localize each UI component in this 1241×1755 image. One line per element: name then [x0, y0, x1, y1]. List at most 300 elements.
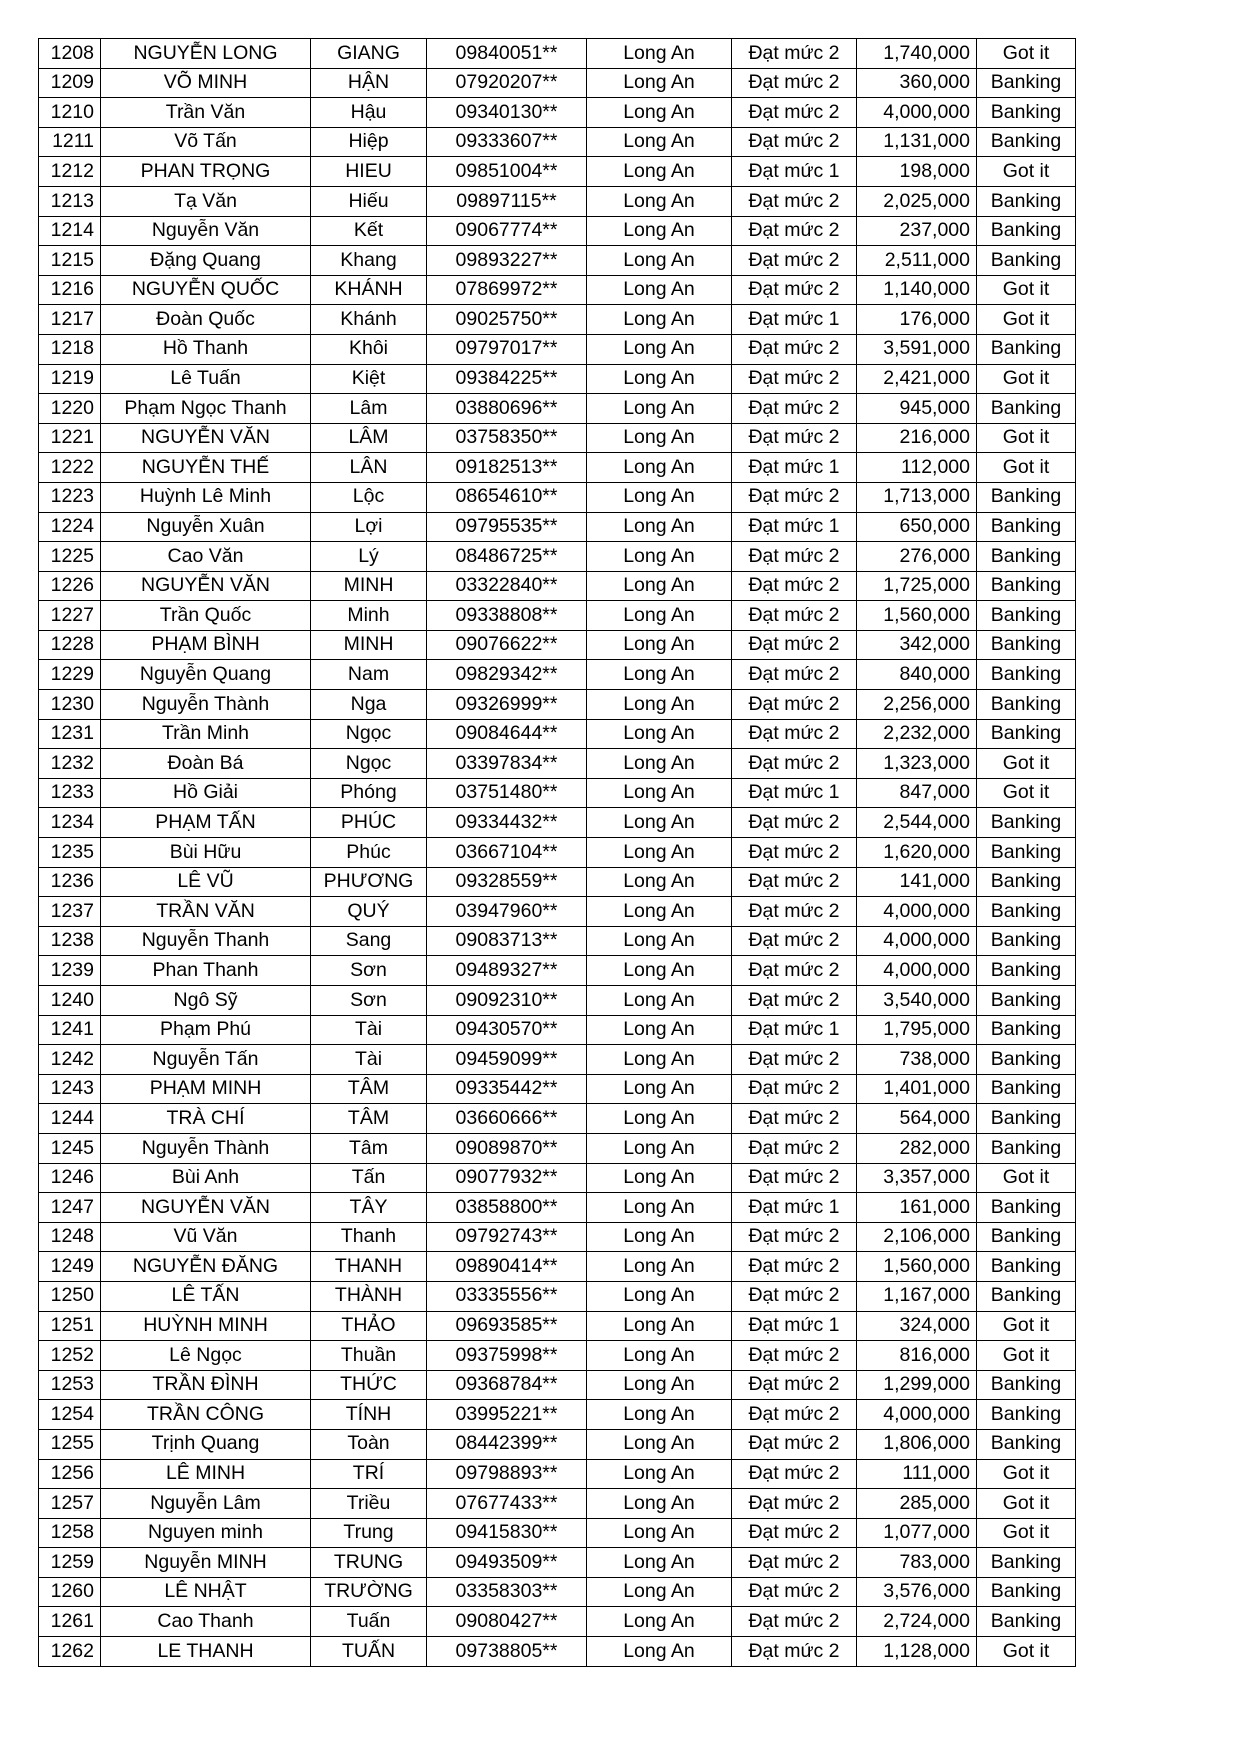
- amount-cell: 3,540,000: [857, 986, 977, 1016]
- table-row: [39, 956, 1076, 986]
- given-name-cell: PHƯƠNG: [311, 867, 427, 897]
- phone-cell: 09415830**: [427, 1518, 587, 1548]
- phone-cell: 09338808**: [427, 601, 587, 631]
- payment-method-cell: Banking: [977, 1074, 1076, 1104]
- level-cell: Đạt mức 2: [732, 1341, 857, 1371]
- level-cell: Đạt mức 2: [732, 1281, 857, 1311]
- table-row: [39, 1548, 1076, 1578]
- amount-cell: 198,000: [857, 157, 977, 187]
- phone-cell: 03335556**: [427, 1281, 587, 1311]
- province-cell: Long An: [587, 1459, 732, 1489]
- given-name-cell: Phúc: [311, 838, 427, 868]
- payment-method-cell: Banking: [977, 1015, 1076, 1045]
- row-number-cell: 1226: [39, 571, 101, 601]
- province-cell: Long An: [587, 1341, 732, 1371]
- table-row: [39, 867, 1076, 897]
- level-cell: Đạt mức 1: [732, 453, 857, 483]
- table-row: [39, 749, 1076, 779]
- amount-cell: 2,025,000: [857, 186, 977, 216]
- phone-cell: 09829342**: [427, 660, 587, 690]
- payment-method-cell: Banking: [977, 838, 1076, 868]
- phone-cell: 09430570**: [427, 1015, 587, 1045]
- family-name-cell: TRÀ CHÍ: [101, 1104, 311, 1134]
- row-number-cell: 1222: [39, 453, 101, 483]
- table-row: [39, 334, 1076, 364]
- level-cell: Đạt mức 2: [732, 1518, 857, 1548]
- province-cell: Long An: [587, 867, 732, 897]
- phone-cell: 09089870**: [427, 1133, 587, 1163]
- phone-cell: 09851004**: [427, 157, 587, 187]
- amount-cell: 4,000,000: [857, 956, 977, 986]
- row-number-cell: 1214: [39, 216, 101, 246]
- payment-method-cell: Got it: [977, 364, 1076, 394]
- row-number-cell: 1220: [39, 394, 101, 424]
- phone-cell: 09738805**: [427, 1637, 587, 1667]
- row-number-cell: 1213: [39, 186, 101, 216]
- family-name-cell: Nguyễn Văn: [101, 216, 311, 246]
- given-name-cell: THẢO: [311, 1311, 427, 1341]
- given-name-cell: TÍNH: [311, 1400, 427, 1430]
- amount-cell: 4,000,000: [857, 926, 977, 956]
- level-cell: Đạt mức 2: [732, 1637, 857, 1667]
- amount-cell: 1,323,000: [857, 749, 977, 779]
- given-name-cell: MINH: [311, 630, 427, 660]
- family-name-cell: Nguyễn Xuân: [101, 512, 311, 542]
- payment-method-cell: Got it: [977, 1518, 1076, 1548]
- family-name-cell: Nguyễn Thành: [101, 690, 311, 720]
- province-cell: Long An: [587, 690, 732, 720]
- given-name-cell: MINH: [311, 571, 427, 601]
- level-cell: Đạt mức 2: [732, 1459, 857, 1489]
- row-number-cell: 1231: [39, 719, 101, 749]
- phone-cell: 09489327**: [427, 956, 587, 986]
- amount-cell: 840,000: [857, 660, 977, 690]
- family-name-cell: PHAN TRỌNG: [101, 157, 311, 187]
- amount-cell: 1,713,000: [857, 482, 977, 512]
- amount-cell: 3,591,000: [857, 334, 977, 364]
- payment-method-cell: Got it: [977, 778, 1076, 808]
- payment-method-cell: Banking: [977, 690, 1076, 720]
- phone-cell: 09340130**: [427, 98, 587, 128]
- payment-method-cell: Got it: [977, 1311, 1076, 1341]
- province-cell: Long An: [587, 1163, 732, 1193]
- phone-cell: 09840051**: [427, 39, 587, 69]
- level-cell: Đạt mức 1: [732, 305, 857, 335]
- phone-cell: 09182513**: [427, 453, 587, 483]
- table-row: [39, 1400, 1076, 1430]
- amount-cell: 161,000: [857, 1193, 977, 1223]
- row-number-cell: 1239: [39, 956, 101, 986]
- table-row: [39, 1015, 1076, 1045]
- phone-cell: 09328559**: [427, 867, 587, 897]
- table-row: [39, 482, 1076, 512]
- payment-method-cell: Banking: [977, 334, 1076, 364]
- level-cell: Đạt mức 2: [732, 630, 857, 660]
- family-name-cell: Nguyễn Tấn: [101, 1045, 311, 1075]
- family-name-cell: Hồ Thanh: [101, 334, 311, 364]
- payment-method-cell: Got it: [977, 453, 1076, 483]
- payment-method-cell: Banking: [977, 926, 1076, 956]
- level-cell: Đạt mức 2: [732, 601, 857, 631]
- family-name-cell: Lê Ngọc: [101, 1341, 311, 1371]
- table-row: [39, 838, 1076, 868]
- province-cell: Long An: [587, 1074, 732, 1104]
- family-name-cell: LÊ TẤN: [101, 1281, 311, 1311]
- row-number-cell: 1212: [39, 157, 101, 187]
- row-number-cell: 1246: [39, 1163, 101, 1193]
- family-name-cell: Phạm Ngọc Thanh: [101, 394, 311, 424]
- given-name-cell: Nam: [311, 660, 427, 690]
- given-name-cell: Ngọc: [311, 749, 427, 779]
- province-cell: Long An: [587, 1222, 732, 1252]
- phone-cell: 09384225**: [427, 364, 587, 394]
- payment-method-cell: Banking: [977, 1045, 1076, 1075]
- phone-cell: 09077932**: [427, 1163, 587, 1193]
- province-cell: Long An: [587, 808, 732, 838]
- level-cell: Đạt mức 1: [732, 157, 857, 187]
- given-name-cell: Lâm: [311, 394, 427, 424]
- table-row: [39, 423, 1076, 453]
- payment-method-cell: Banking: [977, 482, 1076, 512]
- payment-method-cell: Got it: [977, 423, 1076, 453]
- province-cell: Long An: [587, 246, 732, 276]
- family-name-cell: Cao Văn: [101, 542, 311, 572]
- payment-method-cell: Banking: [977, 1281, 1076, 1311]
- row-number-cell: 1241: [39, 1015, 101, 1045]
- given-name-cell: Tài: [311, 1045, 427, 1075]
- table-row: [39, 1045, 1076, 1075]
- given-name-cell: Tuấn: [311, 1607, 427, 1637]
- given-name-cell: TÂY: [311, 1193, 427, 1223]
- table-row: [39, 1518, 1076, 1548]
- phone-cell: 09067774**: [427, 216, 587, 246]
- amount-cell: 285,000: [857, 1489, 977, 1519]
- amount-cell: 282,000: [857, 1133, 977, 1163]
- family-name-cell: LÊ MINH: [101, 1459, 311, 1489]
- family-name-cell: Vũ Văn: [101, 1222, 311, 1252]
- table-row: [39, 246, 1076, 276]
- row-number-cell: 1259: [39, 1548, 101, 1578]
- amount-cell: 176,000: [857, 305, 977, 335]
- phone-cell: 09333607**: [427, 127, 587, 157]
- phone-cell: 09083713**: [427, 926, 587, 956]
- level-cell: Đạt mức 2: [732, 926, 857, 956]
- level-cell: Đạt mức 2: [732, 1252, 857, 1282]
- province-cell: Long An: [587, 1429, 732, 1459]
- level-cell: Đạt mức 2: [732, 1489, 857, 1519]
- given-name-cell: Nga: [311, 690, 427, 720]
- given-name-cell: Tấn: [311, 1163, 427, 1193]
- amount-cell: 141,000: [857, 867, 977, 897]
- payment-method-cell: Banking: [977, 542, 1076, 572]
- payment-method-cell: Banking: [977, 127, 1076, 157]
- amount-cell: 360,000: [857, 68, 977, 98]
- family-name-cell: Bùi Hữu: [101, 838, 311, 868]
- province-cell: Long An: [587, 601, 732, 631]
- phone-cell: 09335442**: [427, 1074, 587, 1104]
- row-number-cell: 1223: [39, 482, 101, 512]
- payment-method-cell: Banking: [977, 1370, 1076, 1400]
- family-name-cell: LÊ VŨ: [101, 867, 311, 897]
- level-cell: Đạt mức 2: [732, 364, 857, 394]
- table-row: [39, 778, 1076, 808]
- payment-method-cell: Banking: [977, 956, 1076, 986]
- given-name-cell: TUẤN: [311, 1637, 427, 1667]
- given-name-cell: Khôi: [311, 334, 427, 364]
- payment-method-cell: Got it: [977, 305, 1076, 335]
- level-cell: Đạt mức 2: [732, 660, 857, 690]
- row-number-cell: 1225: [39, 542, 101, 572]
- province-cell: Long An: [587, 127, 732, 157]
- amount-cell: 1,806,000: [857, 1429, 977, 1459]
- amount-cell: 3,357,000: [857, 1163, 977, 1193]
- province-cell: Long An: [587, 1015, 732, 1045]
- payment-method-cell: Banking: [977, 1577, 1076, 1607]
- family-name-cell: Trần Minh: [101, 719, 311, 749]
- family-name-cell: VÕ MINH: [101, 68, 311, 98]
- level-cell: Đạt mức 2: [732, 275, 857, 305]
- given-name-cell: Trung: [311, 1518, 427, 1548]
- family-name-cell: NGUYỄN THẾ: [101, 453, 311, 483]
- province-cell: Long An: [587, 1607, 732, 1637]
- phone-cell: 08486725**: [427, 542, 587, 572]
- amount-cell: 1,401,000: [857, 1074, 977, 1104]
- amount-cell: 564,000: [857, 1104, 977, 1134]
- given-name-cell: QUÝ: [311, 897, 427, 927]
- amount-cell: 1,560,000: [857, 601, 977, 631]
- amount-cell: 342,000: [857, 630, 977, 660]
- row-number-cell: 1254: [39, 1400, 101, 1430]
- table-row: [39, 1281, 1076, 1311]
- amount-cell: 4,000,000: [857, 897, 977, 927]
- row-number-cell: 1227: [39, 601, 101, 631]
- amount-cell: 1,140,000: [857, 275, 977, 305]
- payment-method-cell: Banking: [977, 660, 1076, 690]
- row-number-cell: 1257: [39, 1489, 101, 1519]
- amount-cell: 1,740,000: [857, 39, 977, 69]
- phone-cell: 03322840**: [427, 571, 587, 601]
- phone-cell: 03397834**: [427, 749, 587, 779]
- row-number-cell: 1247: [39, 1193, 101, 1223]
- family-name-cell: Trần Quốc: [101, 601, 311, 631]
- given-name-cell: Kiệt: [311, 364, 427, 394]
- family-name-cell: Nguyễn Quang: [101, 660, 311, 690]
- payment-method-cell: Banking: [977, 986, 1076, 1016]
- amount-cell: 237,000: [857, 216, 977, 246]
- row-number-cell: 1250: [39, 1281, 101, 1311]
- given-name-cell: Sơn: [311, 956, 427, 986]
- row-number-cell: 1258: [39, 1518, 101, 1548]
- province-cell: Long An: [587, 68, 732, 98]
- amount-cell: 1,299,000: [857, 1370, 977, 1400]
- province-cell: Long An: [587, 1133, 732, 1163]
- given-name-cell: Lý: [311, 542, 427, 572]
- level-cell: Đạt mức 2: [732, 719, 857, 749]
- payment-method-cell: Banking: [977, 1133, 1076, 1163]
- level-cell: Đạt mức 2: [732, 956, 857, 986]
- amount-cell: 1,560,000: [857, 1252, 977, 1282]
- phone-cell: 09326999**: [427, 690, 587, 720]
- payment-method-cell: Banking: [977, 1607, 1076, 1637]
- table-row: [39, 601, 1076, 631]
- phone-cell: 09795535**: [427, 512, 587, 542]
- amount-cell: 1,128,000: [857, 1637, 977, 1667]
- level-cell: Đạt mức 2: [732, 1548, 857, 1578]
- phone-cell: 09798893**: [427, 1459, 587, 1489]
- family-name-cell: TRẦN ĐÌNH: [101, 1370, 311, 1400]
- level-cell: Đạt mức 2: [732, 39, 857, 69]
- table-row: [39, 39, 1076, 69]
- phone-cell: 09493509**: [427, 1548, 587, 1578]
- province-cell: Long An: [587, 1370, 732, 1400]
- phone-cell: 03995221**: [427, 1400, 587, 1430]
- family-name-cell: Nguyễn Lâm: [101, 1489, 311, 1519]
- table-row: [39, 897, 1076, 927]
- row-number-cell: 1215: [39, 246, 101, 276]
- province-cell: Long An: [587, 1281, 732, 1311]
- given-name-cell: Ngọc: [311, 719, 427, 749]
- level-cell: Đạt mức 2: [732, 1133, 857, 1163]
- payment-method-cell: Got it: [977, 1637, 1076, 1667]
- level-cell: Đạt mức 2: [732, 1222, 857, 1252]
- phone-cell: 09693585**: [427, 1311, 587, 1341]
- row-number-cell: 1233: [39, 778, 101, 808]
- amount-cell: 111,000: [857, 1459, 977, 1489]
- given-name-cell: Lợi: [311, 512, 427, 542]
- province-cell: Long An: [587, 394, 732, 424]
- family-name-cell: PHẠM TẤN: [101, 808, 311, 838]
- phone-cell: 07869972**: [427, 275, 587, 305]
- province-cell: Long An: [587, 1577, 732, 1607]
- amount-cell: 4,000,000: [857, 1400, 977, 1430]
- level-cell: Đạt mức 2: [732, 1045, 857, 1075]
- table-row: [39, 1370, 1076, 1400]
- province-cell: Long An: [587, 1400, 732, 1430]
- phone-cell: 03947960**: [427, 897, 587, 927]
- given-name-cell: Thuần: [311, 1341, 427, 1371]
- row-number-cell: 1237: [39, 897, 101, 927]
- payment-method-cell: Banking: [977, 512, 1076, 542]
- family-name-cell: NGUYỄN VĂN: [101, 423, 311, 453]
- phone-cell: 09092310**: [427, 986, 587, 1016]
- family-name-cell: Lê Tuấn: [101, 364, 311, 394]
- table-row: [39, 1459, 1076, 1489]
- row-number-cell: 1219: [39, 364, 101, 394]
- amount-cell: 2,232,000: [857, 719, 977, 749]
- province-cell: Long An: [587, 956, 732, 986]
- phone-cell: 03660666**: [427, 1104, 587, 1134]
- row-number-cell: 1236: [39, 867, 101, 897]
- level-cell: Đạt mức 2: [732, 571, 857, 601]
- given-name-cell: THANH: [311, 1252, 427, 1282]
- phone-cell: 03358303**: [427, 1577, 587, 1607]
- payment-method-cell: Banking: [977, 1104, 1076, 1134]
- level-cell: Đạt mức 2: [732, 897, 857, 927]
- province-cell: Long An: [587, 1104, 732, 1134]
- given-name-cell: HẬN: [311, 68, 427, 98]
- family-name-cell: Nguyen minh: [101, 1518, 311, 1548]
- given-name-cell: Sơn: [311, 986, 427, 1016]
- amount-cell: 2,724,000: [857, 1607, 977, 1637]
- phone-cell: 07677433**: [427, 1489, 587, 1519]
- family-name-cell: LE THANH: [101, 1637, 311, 1667]
- table-row: [39, 453, 1076, 483]
- province-cell: Long An: [587, 482, 732, 512]
- level-cell: Đạt mức 2: [732, 127, 857, 157]
- level-cell: Đạt mức 2: [732, 186, 857, 216]
- given-name-cell: KHÁNH: [311, 275, 427, 305]
- amount-cell: 3,576,000: [857, 1577, 977, 1607]
- given-name-cell: Tâm: [311, 1133, 427, 1163]
- family-name-cell: Đoàn Quốc: [101, 305, 311, 335]
- family-name-cell: Hồ Giải: [101, 778, 311, 808]
- phone-cell: 09897115**: [427, 186, 587, 216]
- table-row: [39, 808, 1076, 838]
- row-number-cell: 1224: [39, 512, 101, 542]
- row-number-cell: 1249: [39, 1252, 101, 1282]
- province-cell: Long An: [587, 571, 732, 601]
- amount-cell: 1,795,000: [857, 1015, 977, 1045]
- table-row: [39, 690, 1076, 720]
- family-name-cell: Võ Tấn: [101, 127, 311, 157]
- phone-cell: 09797017**: [427, 334, 587, 364]
- table-row: [39, 186, 1076, 216]
- row-number-cell: 1209: [39, 68, 101, 98]
- row-number-cell: 1216: [39, 275, 101, 305]
- phone-cell: 09792743**: [427, 1222, 587, 1252]
- given-name-cell: Hiệp: [311, 127, 427, 157]
- table-row: [39, 660, 1076, 690]
- row-number-cell: 1251: [39, 1311, 101, 1341]
- level-cell: Đạt mức 1: [732, 778, 857, 808]
- row-number-cell: 1260: [39, 1577, 101, 1607]
- payment-method-cell: Banking: [977, 1193, 1076, 1223]
- family-name-cell: Nguyễn MINH: [101, 1548, 311, 1578]
- given-name-cell: Tài: [311, 1015, 427, 1045]
- table-row: [39, 1193, 1076, 1223]
- province-cell: Long An: [587, 838, 732, 868]
- given-name-cell: Hiếu: [311, 186, 427, 216]
- given-name-cell: LÂN: [311, 453, 427, 483]
- amount-cell: 1,077,000: [857, 1518, 977, 1548]
- amount-cell: 847,000: [857, 778, 977, 808]
- table-row: [39, 1341, 1076, 1371]
- amount-cell: 324,000: [857, 1311, 977, 1341]
- table-row: [39, 1104, 1076, 1134]
- family-name-cell: Bùi Anh: [101, 1163, 311, 1193]
- given-name-cell: PHÚC: [311, 808, 427, 838]
- amount-cell: 650,000: [857, 512, 977, 542]
- phone-cell: 09368784**: [427, 1370, 587, 1400]
- family-name-cell: HUỲNH MINH: [101, 1311, 311, 1341]
- level-cell: Đạt mức 1: [732, 1193, 857, 1223]
- table-row: [39, 216, 1076, 246]
- province-cell: Long An: [587, 719, 732, 749]
- row-number-cell: 1228: [39, 630, 101, 660]
- given-name-cell: Hậu: [311, 98, 427, 128]
- row-number-cell: 1261: [39, 1607, 101, 1637]
- payment-method-cell: Banking: [977, 630, 1076, 660]
- payment-method-cell: Banking: [977, 1429, 1076, 1459]
- amount-cell: 783,000: [857, 1548, 977, 1578]
- province-cell: Long An: [587, 1548, 732, 1578]
- payment-method-cell: Got it: [977, 749, 1076, 779]
- given-name-cell: Khang: [311, 246, 427, 276]
- payment-method-cell: Banking: [977, 1400, 1076, 1430]
- level-cell: Đạt mức 2: [732, 1370, 857, 1400]
- table-row: [39, 305, 1076, 335]
- level-cell: Đạt mức 2: [732, 1163, 857, 1193]
